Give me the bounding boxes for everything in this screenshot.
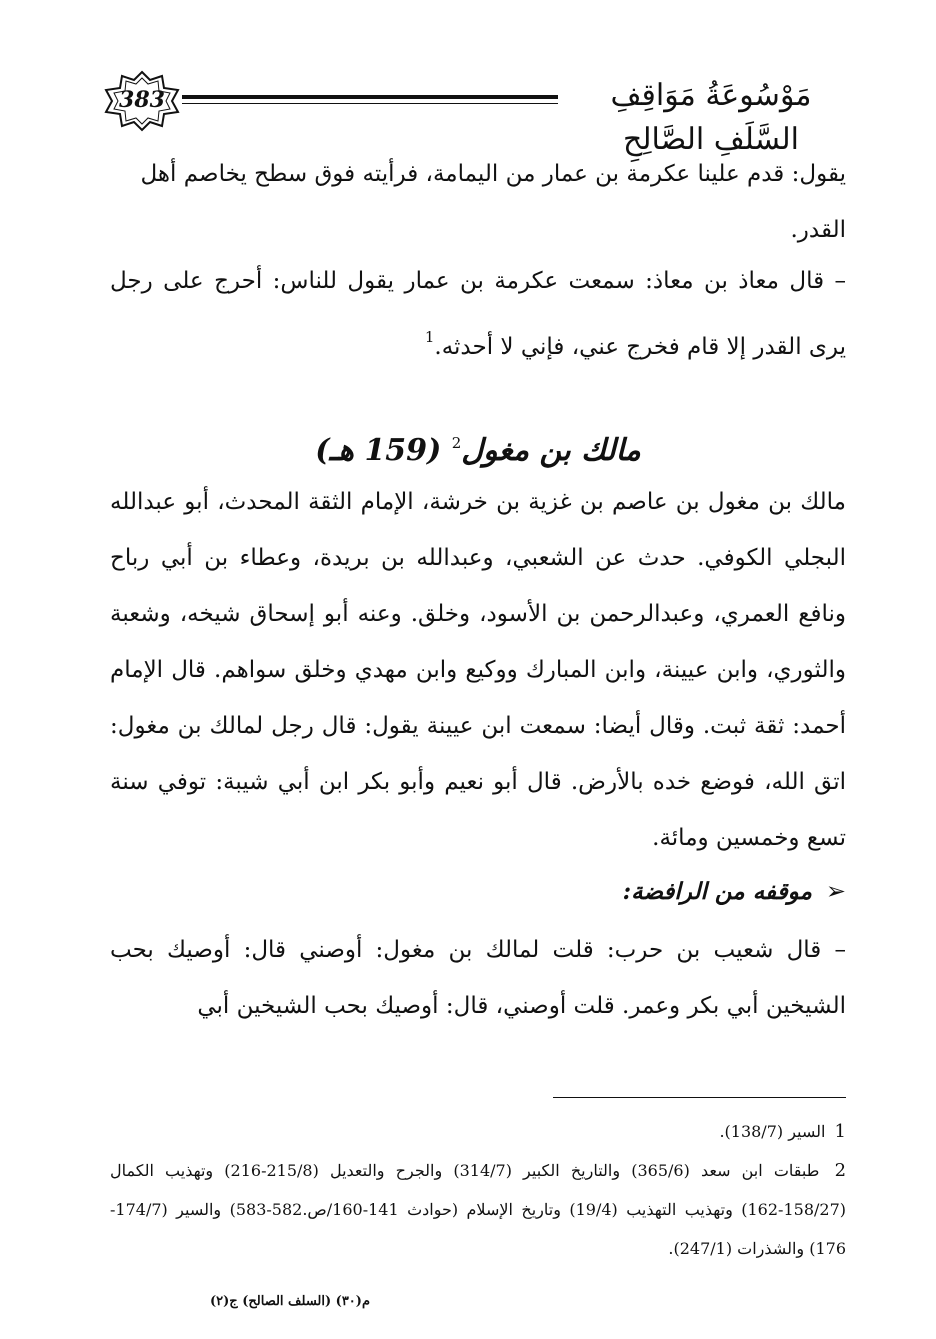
footnote-ref[interactable]: 2: [451, 434, 462, 452]
paragraph-text: – قال شعيب بن حرب: قلت لمالك بن مغول: أوصني قال: أوصيك بحب الشيخين أبي بكر وعمر. قلت أوصني، قال: أوصيك بحب الشيخين أبي: [110, 937, 846, 1019]
page-header: [100, 70, 856, 157]
section-heading: [110, 418, 846, 476]
footnote-item: [110, 1112, 846, 1151]
page-number: 383: [119, 87, 165, 113]
text-line: يقول: قدم علينا عكرمة بن عمار من اليمامة، فرأيته فوق سطح يخاصم أهل: [140, 161, 846, 187]
section-title: مالك بن مغول: [461, 433, 641, 468]
paragraph-text: مالك بن مغول بن عاصم بن غزية بن خرشة، الإمام الثقة المحدث، أبو عبدالله البجلي الكوفي. حدث عن الشعبي، وعبدالله بن بريدة، وعطاء بن أبي رباح ونافع العمري، وعبدالرحمن بن الأسود، وخلق. وعنه أبو إسحاق شيخه، وشعبة والثوري، وابن عيينة، وابن المبارك ووكيع وابن مهدي وخلق سواهم. قال الإمام أحمد: ثقة ثبت. وقال أيضا: سمعت ابن عيينة يقول: قال رجل لمالك بن مغول: اتق الله، فوضع خده بالأرض. قال أبو نعيم وأبو بكر ابن أبي شيبة: توفي سنة تسع وخمسين ومائة.: [110, 489, 846, 851]
footnote-mark: 1: [834, 1121, 846, 1142]
footnote-text: السير (138/7).: [719, 1122, 826, 1141]
header-rule: [182, 95, 558, 99]
paragraph-shuayb-quote: [110, 922, 846, 1034]
paragraph-continuation: [110, 146, 846, 258]
subheading-label: موقفه من الرافضة:: [622, 878, 812, 905]
footnote-ref[interactable]: 1: [424, 328, 435, 346]
footnote-mark: 2: [834, 1160, 847, 1181]
subheading: [110, 866, 846, 917]
paragraph-biography: [110, 474, 846, 866]
arrow-bullet-icon: ➢: [825, 877, 846, 905]
paragraph-muadh-quote: [110, 253, 846, 375]
footnote-text: طبقات ابن سعد (365/6) والتاريخ الكبير (314/7) والجرح والتعديل (215/8-216) وتهذيب الكمال (158/27-162) وتهذيب التهذيب (19/4) وتاريخ الإسلام (حوادث 141-160/ص.582-583) والسير (174/7-176) والشذرات (247/1).: [110, 1161, 846, 1258]
page-signature: م(٣٠) (السلف الصالح) ج(٢): [210, 1294, 370, 1309]
page-number-badge: [100, 70, 184, 132]
paragraph-text: – قال معاذ بن معاذ: سمعت عكرمة بن عمار يقول للناس: أحرج على رجل يرى القدر إلا قام فخرج عني، فإني لا أحدثه.: [110, 268, 846, 360]
text-line: القدر.: [790, 217, 846, 243]
footnote-item: [110, 1151, 846, 1268]
section-date: (159 هـ): [315, 433, 442, 468]
footnote-separator: [553, 1097, 846, 1098]
header-rule-thin: [182, 103, 558, 104]
series-title: مَوْسُوعَةُ مَوَاقِفِ السَّلَفِ الصَّالِحِ: [610, 78, 812, 157]
footnotes: [110, 1112, 846, 1268]
